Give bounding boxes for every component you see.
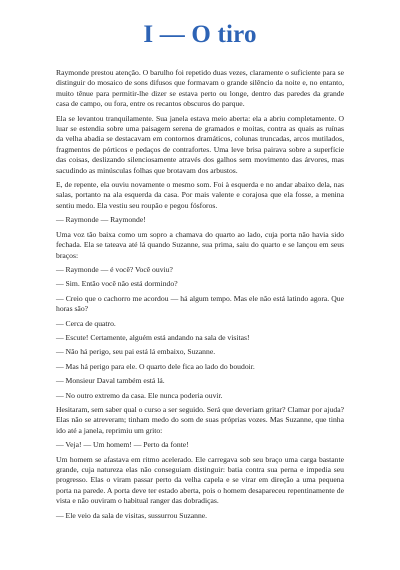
paragraph: — Creio que o cachorro me acordou — há algum tempo. Mas ele não está latindo agora. Que horas são?: [56, 293, 344, 314]
paragraph: — Raymonde — é você? Você ouviu?: [56, 264, 173, 274]
paragraph: Ela se levantou tranquilamente. Sua janela estava meio aberta: ela a abriu completamente. O luar se estendia sobre uma paisagem serena de gramados e moitas, contra as quais as ruínas da velha abadia se destacavam em contornos dramáticos, colunas truncadas, arcos mutilados, fragmentos de pórticos e pedaços de contrafortes. Uma leve brisa pairava sobre a superfície das coisas, deslizando silenciosamente através dos galhos sem movimento das árvores, mas sacudindo as minúsculas folhas que brotavam dos arbustos.: [56, 113, 344, 175]
chapter-body: [56, 68, 344, 521]
paragraph: — Raymonde — Raymonde!: [56, 215, 146, 225]
paragraph: Um homem se afastava em ritmo acelerado. Ele carregava sob seu braço uma carga bastante grande, cuja natureza elas não conseguiam distinguir: batia contra sua perna e impedia seu progresso. Elas o viram passar perto da velha capela e se virar em direção a uma pequena porta na parede. A porta deve ter estado aberta, pois o homem desapareceu repentinamente de vista e não ouviram o habitual ranger das dobradiças.: [56, 454, 344, 506]
paragraph: — Monsieur Daval também está lá.: [56, 376, 165, 386]
paragraph: — No outro extremo da casa. Ele nunca poderia ouvir.: [56, 390, 223, 400]
paragraph: — Ele veio da sala de visitas, sussurrou Suzanne.: [56, 510, 208, 520]
paragraph: Raymonde prestou atenção. O barulho foi repetido duas vezes, claramente o suficiente para se distinguir do mosaico de sons difusos que formavam o grande silêncio da noite e, no entanto, muito tênue para permitir-lhe dizer se estava perto ou longe, dentro das paredes da grande casa de campo, ou fora, entre os recantos obscuros do parque.: [56, 68, 344, 109]
paragraph: — Veja! — Um homem! — Perto da fonte!: [56, 440, 189, 450]
paragraph: Hesitaram, sem saber qual o curso a ser seguido. Será que deveriam gritar? Clamar por ajuda? Elas não se atreveram; tinham medo do som de suas próprias vozes. Mas Suzanne, que tinha ido até a janela, reprimiu um grito:: [56, 404, 344, 435]
paragraph: — Mas há perigo para ele. O quarto dele fica ao lado do boudoir.: [56, 361, 255, 371]
paragraph: — Sim. Então você não está dormindo?: [56, 279, 178, 289]
paragraph: Uma voz tão baixa como um sopro a chamava do quarto ao lado, cuja porta não havia sido fechada. Ela se tateava até lá quando Suzanne, sua prima, saiu do quarto e se lançou em seus braços:: [56, 229, 344, 260]
chapter-title: I — O tiro: [143, 21, 257, 48]
paragraph: — Cerca de quatro.: [56, 318, 116, 328]
paragraph: — Escute! Certamente, alguém está andando na sala de visitas!: [56, 332, 250, 342]
paragraph: E, de repente, ela ouviu novamente o mesmo som. Foi à esquerda e no andar abaixo dela, nas salas, portanto na ala esquerda da casa. Por mais valente e corajosa que ela fosse, a menina sentiu medo. Ela vestiu seu roupão e pegou fósforos.: [56, 180, 344, 210]
paragraph: — Não há perigo, seu pai está lá embaixo, Suzanne.: [56, 347, 216, 357]
